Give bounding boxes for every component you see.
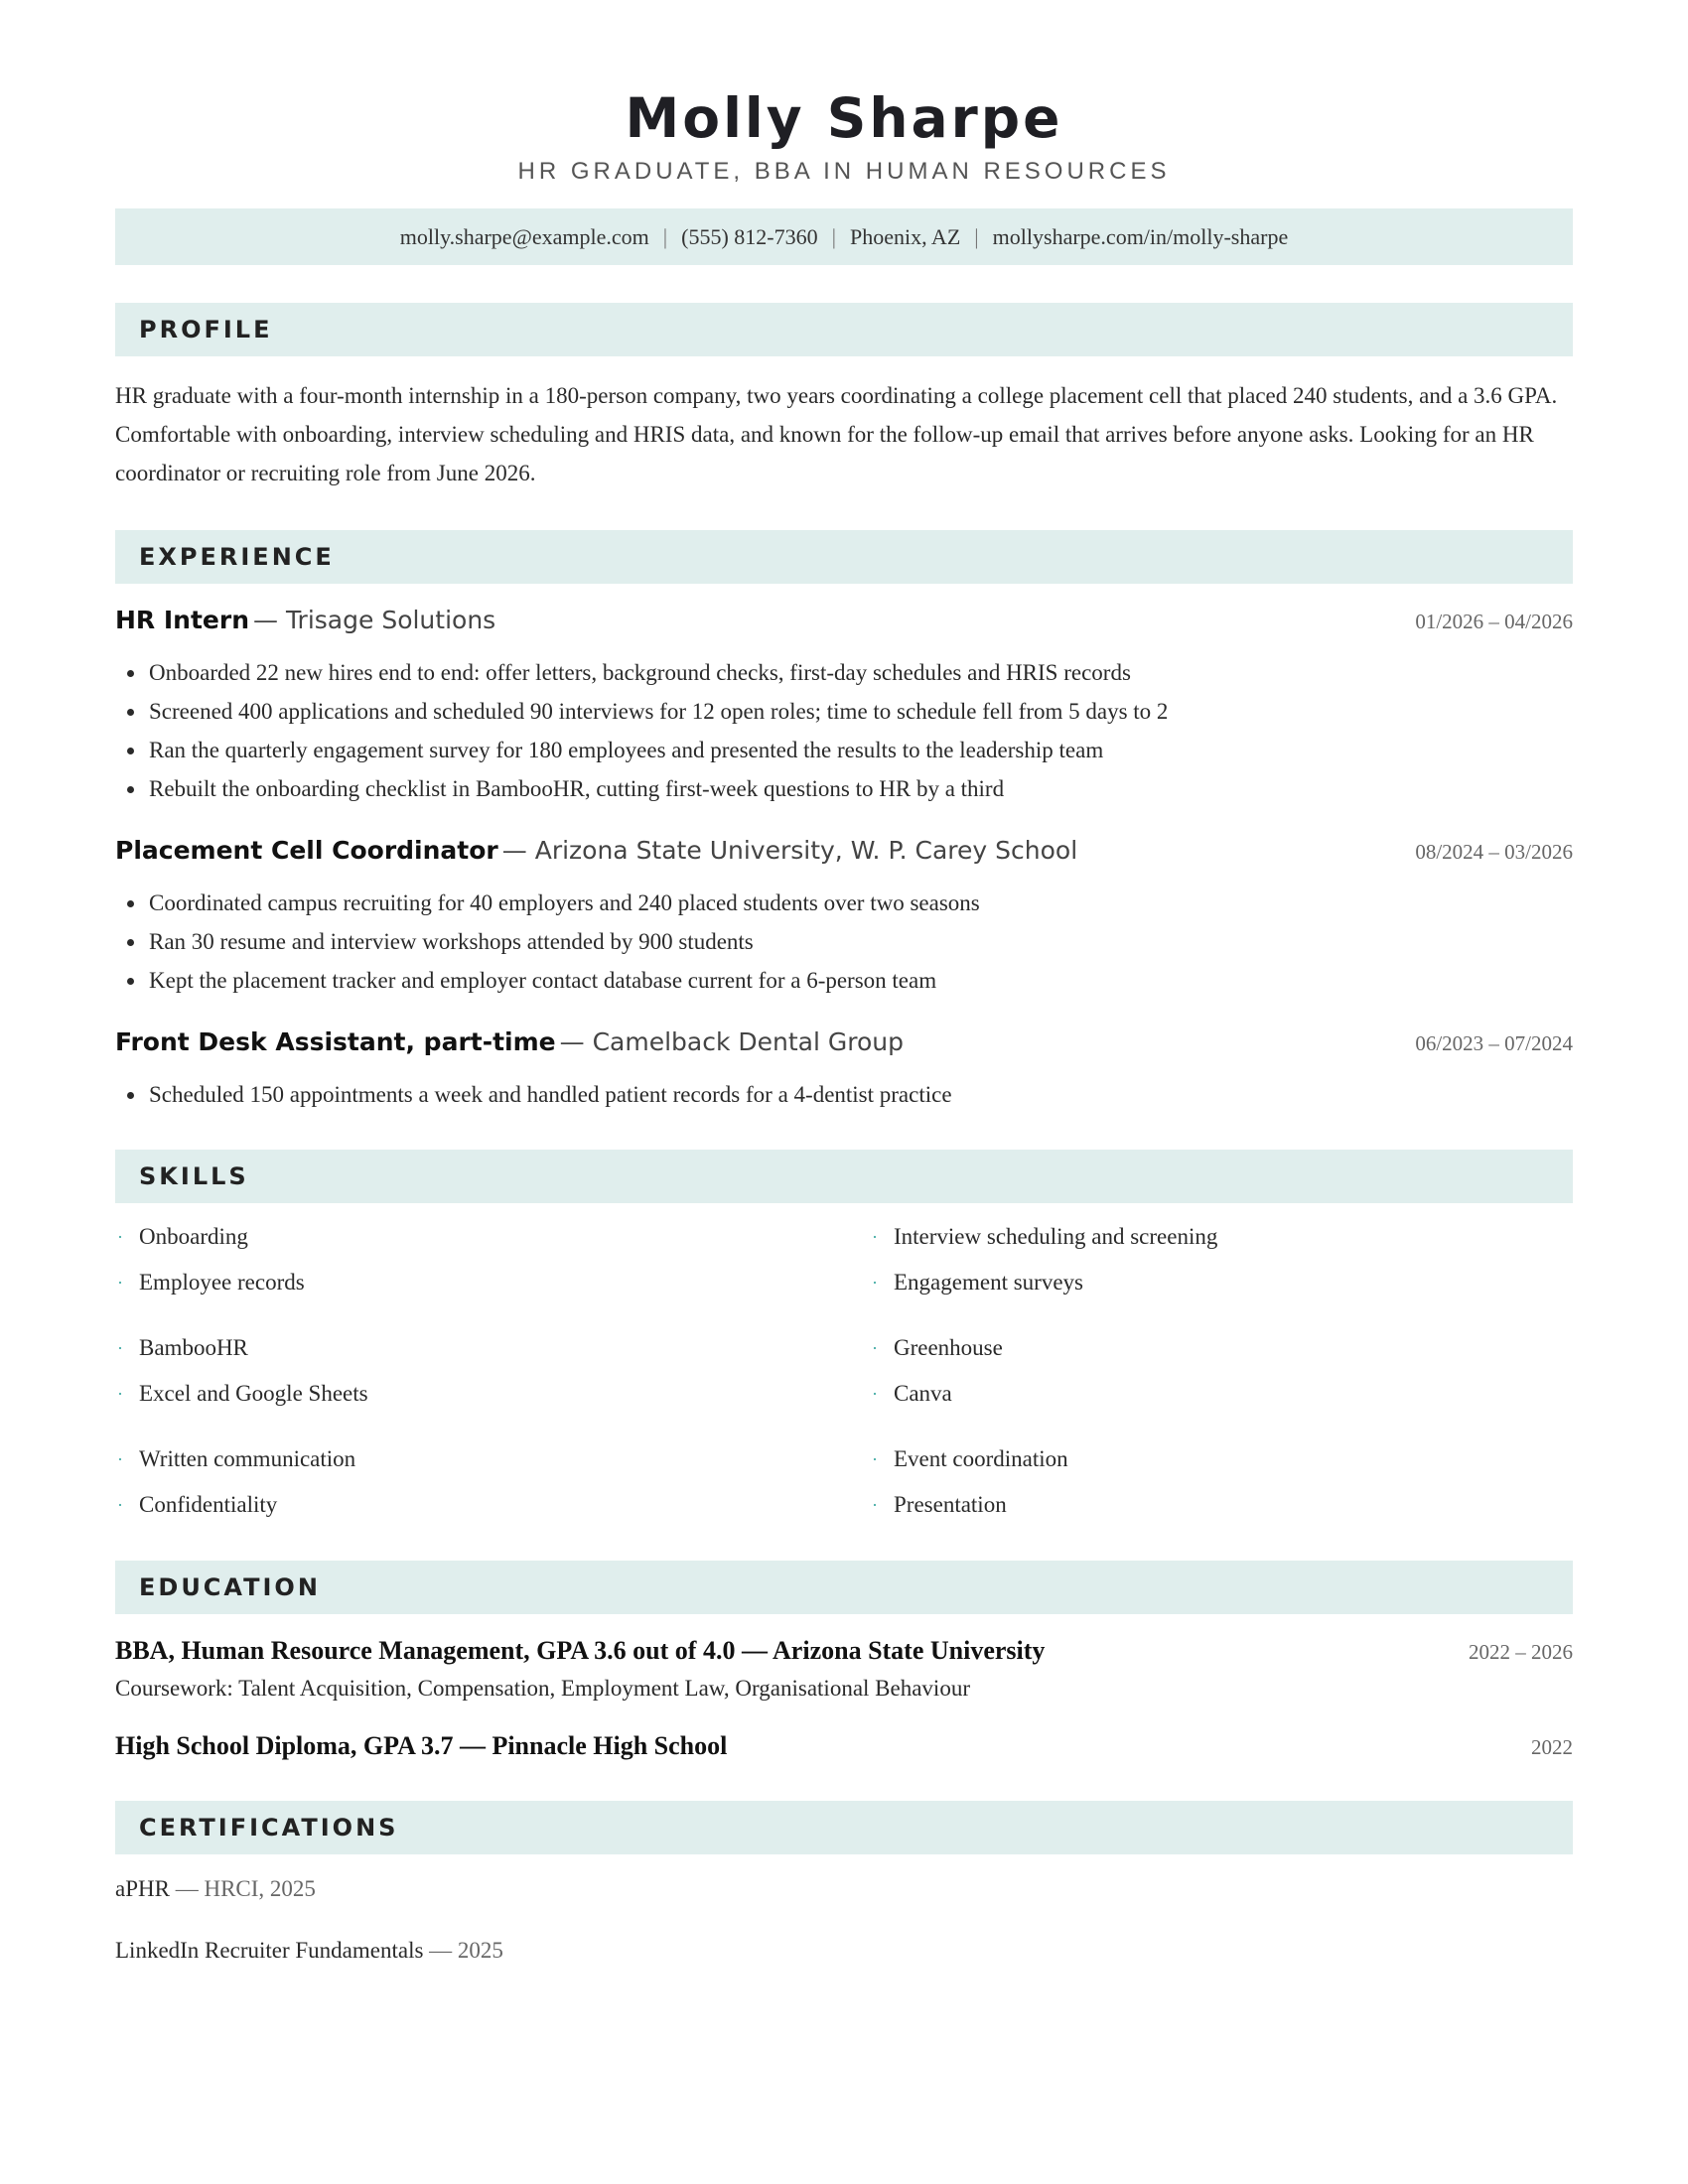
skill-label: Event coordination — [894, 1446, 1068, 1471]
candidate-headline: HR GRADUATE, BBA IN HUMAN RESOURCES — [517, 158, 1171, 185]
skill-item — [870, 1221, 1573, 1253]
education-title: BBA, Human Resource Management, GPA 3.6 out of 4.0 — Arizona State University — [115, 1636, 1046, 1665]
job-title: Front Desk Assistant, part-time — [115, 1027, 556, 1056]
education-years: 2022 — [1531, 1735, 1573, 1759]
job-dates: 08/2024 – 03/2026 — [1415, 840, 1573, 864]
contact-website[interactable]: mollysharpe.com/in/molly-sharpe — [992, 223, 1289, 249]
education-title: High School Diploma, GPA 3.7 — Pinnacle High School — [115, 1731, 728, 1760]
job-bullet: • Rebuilt the onboarding checklist in BambooHR, cutting first-week questions to HR by a third — [147, 769, 1573, 808]
bullet-dot-icon: · — [117, 1384, 123, 1404]
job-bullets — [115, 653, 1573, 808]
bullet-dot-icon: · — [872, 1338, 878, 1358]
job-bullets — [115, 884, 1573, 1000]
job-bullet: • Ran the quarterly engagement survey for 180 employees and presented the results to the leadership team — [147, 731, 1573, 769]
skill-label: Canva — [894, 1381, 952, 1406]
education-coursework: Coursework: Talent Acquisition, Compensation, Employment Law, Organisational Behaviour — [115, 1676, 970, 1701]
education-entry — [115, 1731, 1573, 1761]
job-dates: 01/2026 – 04/2026 — [1415, 610, 1573, 633]
bullet-dot-icon: · — [117, 1227, 123, 1247]
section-heading-profile: PROFILE — [115, 303, 1573, 356]
education-years: 2022 – 2026 — [1469, 1640, 1573, 1664]
skill-item — [115, 1267, 870, 1298]
job-organization: — Arizona State University, W. P. Carey School — [501, 836, 1078, 865]
bullet-dot-icon: · — [117, 1449, 123, 1469]
bullet-dot-icon: · — [872, 1449, 878, 1469]
bullet-dot-icon: · — [117, 1495, 123, 1515]
skill-item — [870, 1267, 1573, 1298]
skill-item — [115, 1378, 870, 1410]
job-title: HR Intern — [115, 606, 250, 634]
job-bullet: • Scheduled 150 appointments a week and handled patient records for a 4-dentist practice — [147, 1075, 1573, 1114]
certification-item — [115, 1876, 1573, 1902]
job-organization: — Trisage Solutions — [253, 606, 496, 634]
contact-separator: | — [662, 223, 668, 249]
skill-item — [115, 1443, 870, 1475]
skills-grid — [115, 1221, 1573, 1521]
contact-email[interactable]: molly.sharpe@example.com — [399, 223, 649, 249]
job-organization: — Camelback Dental Group — [559, 1027, 905, 1056]
bullet-dot-icon: · — [872, 1227, 878, 1247]
skill-label: Interview scheduling and screening — [894, 1224, 1218, 1249]
skill-label: Engagement surveys — [894, 1270, 1083, 1295]
job-bullet: • Screened 400 applications and scheduled 90 interviews for 12 open roles; time to schedule fell from 5 days to 2 — [147, 692, 1573, 731]
experience-entry — [115, 604, 1573, 808]
skill-label: Employee records — [139, 1270, 305, 1295]
skill-item — [870, 1378, 1573, 1410]
skill-item — [115, 1332, 870, 1364]
section-heading-education: EDUCATION — [115, 1561, 1573, 1614]
job-dates: 06/2023 – 07/2024 — [1415, 1031, 1573, 1055]
experience-entry — [115, 834, 1573, 1000]
job-bullets — [115, 1075, 1573, 1114]
certification-item — [115, 1938, 1573, 1964]
bullet-dot-icon: · — [872, 1273, 878, 1293]
job-bullet: • Ran 30 resume and interview workshops attended by 900 students — [147, 922, 1573, 961]
job-bullet: • Coordinated campus recruiting for 40 employers and 240 placed students over two seasons — [147, 884, 1573, 922]
bullet-dot-icon: · — [872, 1495, 878, 1515]
bullet-dot-icon: · — [117, 1273, 123, 1293]
skill-label: Excel and Google Sheets — [139, 1381, 368, 1406]
certification-detail: — 2025 — [429, 1938, 503, 1963]
skill-label: Presentation — [894, 1492, 1007, 1517]
job-title: Placement Cell Coordinator — [115, 836, 498, 865]
certification-name: aPHR — [115, 1876, 170, 1901]
skill-label: Greenhouse — [894, 1335, 1003, 1360]
education-entry — [115, 1636, 1573, 1702]
bullet-dot-icon: · — [872, 1384, 878, 1404]
section-heading-experience: EXPERIENCE — [115, 530, 1573, 584]
skill-item — [115, 1221, 870, 1253]
contact-location: Phoenix, AZ — [850, 223, 961, 249]
profile-summary: HR graduate with a four-month internship in a 180-person company, two years coordinating a college placement cell that placed 240 students, and a 3.6 GPA. Comfortable with onboarding, interview scheduling and HRIS data, and known for the follow-up email that arrives before anyone asks. Looking for an HR coordinator or recruiting role from June 2026. — [115, 383, 1558, 485]
skill-label: Onboarding — [139, 1224, 248, 1249]
contact-bar — [115, 208, 1573, 265]
bullet-dot-icon: · — [117, 1338, 123, 1358]
job-bullet: • Onboarded 22 new hires end to end: offer letters, background checks, first-day schedules and HRIS records — [147, 653, 1573, 692]
candidate-name: Molly Sharpe — [625, 86, 1063, 150]
job-bullet: • Kept the placement tracker and employer contact database current for a 6-person team — [147, 961, 1573, 1000]
skill-item — [870, 1489, 1573, 1521]
contact-phone[interactable]: (555) 812-7360 — [681, 223, 818, 249]
skill-item — [870, 1443, 1573, 1475]
skill-item — [115, 1489, 870, 1521]
certification-detail: — HRCI, 2025 — [175, 1876, 316, 1901]
section-heading-skills: SKILLS — [115, 1150, 1573, 1203]
contact-separator: | — [974, 223, 979, 249]
experience-entry — [115, 1025, 1573, 1114]
skill-item — [870, 1332, 1573, 1364]
section-heading-certifications: CERTIFICATIONS — [115, 1801, 1573, 1854]
skill-label: Confidentiality — [139, 1492, 278, 1517]
certification-name: LinkedIn Recruiter Fundamentals — [115, 1938, 424, 1963]
skill-label: Written communication — [139, 1446, 356, 1471]
contact-separator: | — [831, 223, 837, 249]
skill-label: BambooHR — [139, 1335, 248, 1360]
